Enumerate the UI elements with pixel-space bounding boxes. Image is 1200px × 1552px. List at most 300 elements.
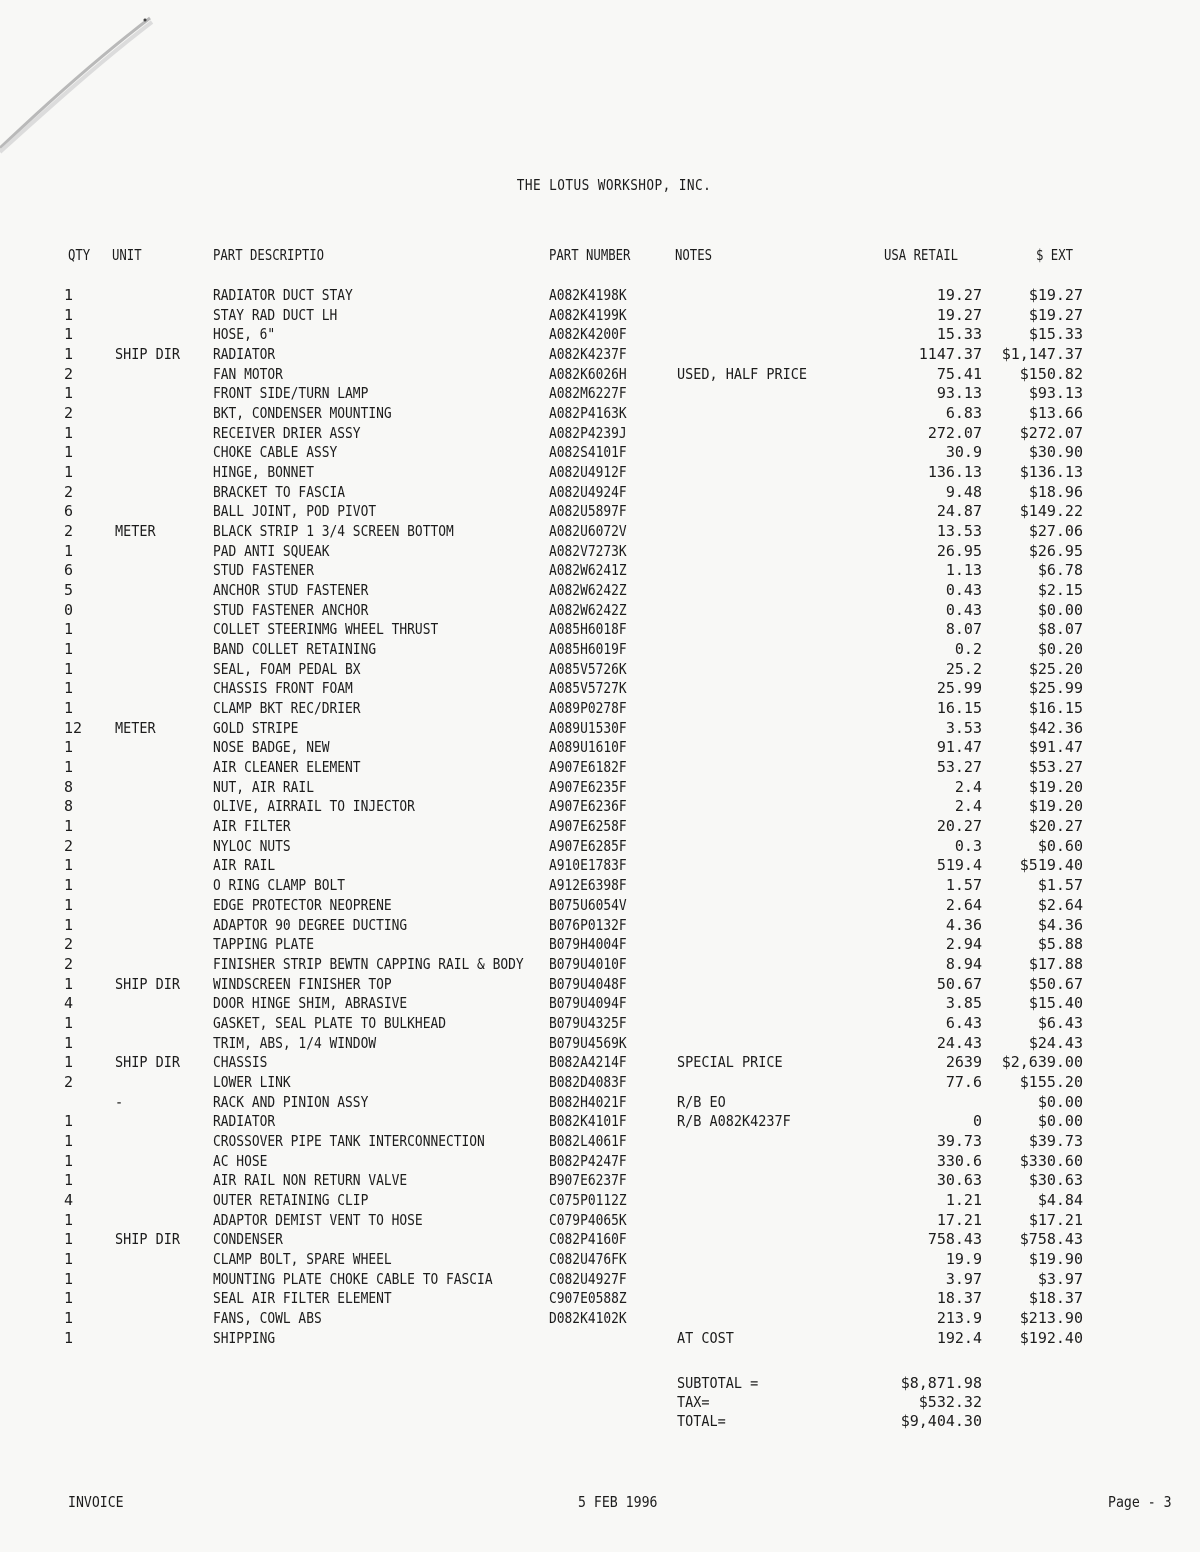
item-description: BLACK STRIP 1 3/4 SCREEN BOTTOM (213, 522, 454, 541)
item-ext: $3.97 (1037, 1269, 1083, 1288)
page-fold-mark (0, 0, 200, 160)
item-usa-retail: 4.36 (945, 915, 982, 934)
table-row (0, 443, 1200, 463)
item-usa-retail: 25.2 (945, 659, 982, 678)
item-description: AIR FILTER (213, 817, 291, 836)
item-ext: $93.13 (1028, 384, 1083, 403)
item-unit: SHIP DIR (115, 1230, 181, 1249)
line-items (0, 286, 1200, 1348)
table-row (0, 1250, 1200, 1270)
item-usa-retail: 192.4 (936, 1328, 982, 1347)
item-description: FANS, COWL ABS (213, 1308, 322, 1327)
item-usa-retail: 0.2 (954, 640, 982, 659)
item-usa-retail: 8.07 (945, 620, 982, 639)
item-part-number: A089U1530F (549, 718, 627, 737)
totals-label: TOTAL= (677, 1412, 726, 1430)
item-part-number: A082U5897F (549, 502, 627, 521)
item-usa-retail: 39.73 (936, 1131, 982, 1150)
item-notes: AT COST (677, 1328, 734, 1347)
table-row (0, 1014, 1200, 1034)
item-description: MOUNTING PLATE CHOKE CABLE TO FASCIA (213, 1269, 493, 1288)
item-ext: $5.88 (1037, 935, 1083, 954)
table-row (0, 1191, 1200, 1211)
item-part-number: A089P0278F (549, 699, 627, 718)
item-description: CONDENSER (213, 1230, 283, 1249)
item-description: LOWER LINK (213, 1072, 291, 1091)
header-usa-retail: USA RETAIL (884, 246, 959, 264)
item-ext: $39.73 (1028, 1131, 1083, 1150)
item-usa-retail: 26.95 (936, 541, 982, 560)
item-usa-retail: 30.63 (936, 1171, 982, 1190)
item-description: DOOR HINGE SHIM, ABRASIVE (213, 994, 408, 1013)
item-description: BKT, CONDENSER MOUNTING (213, 404, 392, 423)
item-description: CLAMP BOLT, SPARE WHEEL (213, 1249, 392, 1268)
item-usa-retail: 75.41 (936, 364, 982, 383)
item-usa-retail: 330.6 (936, 1151, 982, 1170)
item-qty: 6 (64, 502, 74, 521)
table-row (0, 758, 1200, 778)
item-ext: $42.36 (1028, 718, 1083, 737)
item-ext: $19.90 (1028, 1249, 1083, 1268)
item-ext: $25.99 (1028, 679, 1083, 698)
item-part-number: B082H4021F (549, 1092, 627, 1111)
item-ext: $0.00 (1037, 1112, 1083, 1131)
item-description: CLAMP BKT REC/DRIER (213, 699, 361, 718)
item-description: NUT, AIR RAIL (213, 777, 314, 796)
footer-doc-type: INVOICE (68, 1493, 124, 1511)
item-qty: 0 (64, 600, 74, 619)
item-ext: $26.95 (1028, 541, 1083, 560)
table-row (0, 1230, 1200, 1250)
table-row (0, 286, 1200, 306)
item-ext: $19.20 (1028, 797, 1083, 816)
item-description: HOSE, 6" (213, 325, 276, 344)
item-usa-retail: 272.07 (927, 423, 982, 442)
item-description: RECEIVER DRIER ASSY (213, 423, 361, 442)
item-qty: 1 (64, 541, 74, 560)
item-ext: $213.90 (1019, 1308, 1083, 1327)
table-row (0, 502, 1200, 522)
item-usa-retail: 9.48 (945, 482, 982, 501)
item-description: SEAL AIR FILTER ELEMENT (213, 1289, 392, 1308)
item-part-number: B079U4325F (549, 1013, 627, 1032)
item-qty: 1 (64, 1131, 74, 1150)
item-qty: 1 (64, 443, 74, 462)
table-row (0, 365, 1200, 385)
item-ext: $1,147.37 (1001, 345, 1083, 364)
item-notes: R/B A082K4237F (677, 1112, 791, 1131)
item-ext: $0.60 (1037, 836, 1083, 855)
item-qty: 1 (64, 1210, 74, 1229)
item-qty: 1 (64, 1328, 74, 1347)
item-qty: 2 (64, 364, 74, 383)
company-title: THE LOTUS WORKSHOP, INC. (516, 176, 712, 194)
item-part-number: A085V5727K (549, 679, 627, 698)
item-description: NYLOC NUTS (213, 836, 291, 855)
item-part-number: A912E6398F (549, 876, 627, 895)
item-description: AIR RAIL (213, 856, 276, 875)
table-row (0, 384, 1200, 404)
item-part-number: A082U4912F (549, 463, 627, 482)
totals-value: $9,404.30 (900, 1412, 982, 1430)
item-part-number: C079P4065K (549, 1210, 627, 1229)
item-qty: 1 (64, 423, 74, 442)
item-usa-retail: 0.43 (945, 581, 982, 600)
header-notes: NOTES (675, 246, 713, 264)
item-part-number: B079U4569K (549, 1033, 627, 1052)
header-ext: $ EXT (1036, 246, 1074, 264)
table-row (0, 797, 1200, 817)
item-description: GASKET, SEAL PLATE TO BULKHEAD (213, 1013, 447, 1032)
totals-value: $532.32 (918, 1393, 982, 1411)
table-row (0, 640, 1200, 660)
item-usa-retail: 2.94 (945, 935, 982, 954)
item-description: SEAL, FOAM PEDAL BX (213, 659, 361, 678)
item-part-number: C082U4927F (549, 1269, 627, 1288)
item-part-number: A082K6026H (549, 364, 627, 383)
item-qty: 1 (64, 1289, 74, 1308)
item-part-number: B079U4048F (549, 974, 627, 993)
item-qty: 1 (64, 699, 74, 718)
item-qty: 1 (64, 1249, 74, 1268)
table-row (0, 876, 1200, 896)
table-row (0, 522, 1200, 542)
item-description: RADIATOR DUCT STAY (213, 286, 353, 304)
item-usa-retail: 18.37 (936, 1289, 982, 1308)
item-qty: 5 (64, 581, 74, 600)
item-unit: SHIP DIR (115, 345, 181, 364)
item-part-number: C075P0112Z (549, 1190, 627, 1209)
item-part-number: A907E6235F (549, 777, 627, 796)
item-description: PAD ANTI SQUEAK (213, 541, 330, 560)
item-description: CROSSOVER PIPE TANK INTERCONNECTION (213, 1131, 485, 1150)
table-row (0, 1132, 1200, 1152)
item-ext: $0.20 (1037, 640, 1083, 659)
table-row (0, 424, 1200, 444)
item-usa-retail: 24.43 (936, 1033, 982, 1052)
item-qty: 1 (64, 738, 74, 757)
table-row (0, 581, 1200, 601)
item-qty: 1 (64, 325, 74, 344)
item-ext: $6.43 (1037, 1013, 1083, 1032)
item-description: FRONT SIDE/TURN LAMP (213, 384, 369, 403)
table-row (0, 404, 1200, 424)
item-usa-retail: 1.13 (945, 561, 982, 580)
item-qty: 8 (64, 777, 74, 796)
item-unit: SHIP DIR (115, 974, 181, 993)
item-ext: $6.78 (1037, 561, 1083, 580)
totals-label: TAX= (677, 1393, 710, 1411)
item-part-number: B076P0132F (549, 915, 627, 934)
table-row (0, 1112, 1200, 1132)
item-usa-retail: 8.94 (945, 954, 982, 973)
item-part-number: A082W6241Z (549, 561, 627, 580)
item-qty: 1 (64, 1053, 74, 1072)
item-qty: 1 (64, 915, 74, 934)
item-qty: 8 (64, 797, 74, 816)
item-part-number: A085H6018F (549, 620, 627, 639)
item-qty: 1 (64, 895, 74, 914)
item-ext: $25.20 (1028, 659, 1083, 678)
item-qty: 1 (64, 640, 74, 659)
item-part-number: B907E6237F (549, 1171, 627, 1190)
table-row (0, 817, 1200, 837)
item-ext: $24.43 (1028, 1033, 1083, 1052)
item-ext: $155.20 (1019, 1072, 1083, 1091)
header-description: PART DESCRIPTIO (213, 246, 325, 264)
item-part-number: B079U4094F (549, 994, 627, 1013)
item-ext: $17.88 (1028, 954, 1083, 973)
item-ext: $4.36 (1037, 915, 1083, 934)
table-row (0, 896, 1200, 916)
table-row (0, 561, 1200, 581)
item-qty: 2 (64, 954, 74, 973)
item-qty: 1 (64, 856, 74, 875)
item-notes: SPECIAL PRICE (677, 1053, 783, 1072)
item-qty: 1 (64, 817, 74, 836)
table-row (0, 1152, 1200, 1172)
item-part-number: A907E6285F (549, 836, 627, 855)
item-part-number: A085H6019F (549, 640, 627, 659)
totals-label: SUBTOTAL = (677, 1374, 759, 1392)
item-ext: $30.90 (1028, 443, 1083, 462)
item-qty: 1 (64, 305, 74, 324)
item-usa-retail: 2.4 (954, 777, 982, 796)
item-unit: METER (115, 718, 156, 737)
item-part-number: A082P4239J (549, 423, 627, 442)
item-description: OLIVE, AIRRAIL TO INJECTOR (213, 797, 415, 816)
item-usa-retail: 3.53 (945, 718, 982, 737)
item-part-number: B082K4101F (549, 1112, 627, 1131)
table-row (0, 837, 1200, 857)
item-qty: 1 (64, 758, 74, 777)
item-part-number: A082M6227F (549, 384, 627, 403)
item-qty: 1 (64, 1151, 74, 1170)
item-description: ANCHOR STUD FASTENER (213, 581, 369, 600)
item-qty: 4 (64, 1190, 74, 1209)
item-qty: 2 (64, 1072, 74, 1091)
table-row (0, 935, 1200, 955)
item-part-number: B082A4214F (549, 1053, 627, 1072)
item-part-number: A082K4199K (549, 305, 627, 324)
item-qty: 1 (64, 1230, 74, 1249)
table-row (0, 699, 1200, 719)
item-ext: $18.96 (1028, 482, 1083, 501)
item-usa-retail: 758.43 (927, 1230, 982, 1249)
table-row (0, 1270, 1200, 1290)
table-row (0, 601, 1200, 621)
item-usa-retail: 2639 (945, 1053, 982, 1072)
item-description: NOSE BADGE, NEW (213, 738, 330, 757)
item-description: CHASSIS (213, 1053, 268, 1072)
item-ext: $19.27 (1028, 305, 1083, 324)
item-ext: $0.00 (1037, 600, 1083, 619)
item-qty: 1 (64, 679, 74, 698)
table-row (0, 1329, 1200, 1349)
item-usa-retail: 93.13 (936, 384, 982, 403)
item-unit: - (115, 1092, 124, 1111)
item-ext: $50.67 (1028, 974, 1083, 993)
item-part-number: C082P4160F (549, 1230, 627, 1249)
item-usa-retail: 0.43 (945, 600, 982, 619)
item-unit: METER (115, 522, 156, 541)
item-ext: $53.27 (1028, 758, 1083, 777)
item-ext: $19.27 (1028, 286, 1083, 304)
item-usa-retail: 1147.37 (918, 345, 982, 364)
item-usa-retail: 50.67 (936, 974, 982, 993)
item-qty: 2 (64, 836, 74, 855)
item-description: RADIATOR (213, 1112, 276, 1131)
item-ext: $758.43 (1019, 1230, 1083, 1249)
item-part-number: B082L4061F (549, 1131, 627, 1150)
table-row (0, 1211, 1200, 1231)
table-row (0, 778, 1200, 798)
table-row (0, 325, 1200, 345)
item-usa-retail: 3.97 (945, 1269, 982, 1288)
table-row (0, 1093, 1200, 1113)
item-usa-retail: 6.43 (945, 1013, 982, 1032)
item-ext: $16.15 (1028, 699, 1083, 718)
item-ext: $91.47 (1028, 738, 1083, 757)
table-row (0, 1289, 1200, 1309)
item-ext: $2.15 (1037, 581, 1083, 600)
item-part-number: B079U4010F (549, 954, 627, 973)
item-ext: $136.13 (1019, 463, 1083, 482)
item-ext: $18.37 (1028, 1289, 1083, 1308)
item-qty: 1 (64, 1269, 74, 1288)
item-usa-retail: 25.99 (936, 679, 982, 698)
item-description: EDGE PROTECTOR NEOPRENE (213, 895, 392, 914)
item-description: COLLET STEERINMG WHEEL THRUST (213, 620, 439, 639)
item-part-number: A907E6182F (549, 758, 627, 777)
item-qty: 1 (64, 463, 74, 482)
item-ext: $17.21 (1028, 1210, 1083, 1229)
table-row (0, 542, 1200, 562)
totals-block (0, 1374, 1200, 1431)
item-usa-retail: 15.33 (936, 325, 982, 344)
item-qty: 1 (64, 384, 74, 403)
item-ext: $27.06 (1028, 522, 1083, 541)
item-usa-retail: 3.85 (945, 994, 982, 1013)
table-row (0, 738, 1200, 758)
item-ext: $30.63 (1028, 1171, 1083, 1190)
table-row (0, 483, 1200, 503)
item-ext: $1.57 (1037, 876, 1083, 895)
item-description: BAND COLLET RETAINING (213, 640, 377, 659)
item-part-number: A082P4163K (549, 404, 627, 423)
header-part-number: PART NUMBER (549, 246, 631, 264)
item-qty: 1 (64, 620, 74, 639)
table-row (0, 994, 1200, 1014)
item-ext: $19.20 (1028, 777, 1083, 796)
item-qty: 1 (64, 286, 74, 304)
item-description: ADAPTOR DEMIST VENT TO HOSE (213, 1210, 423, 1229)
item-usa-retail: 19.27 (936, 305, 982, 324)
item-part-number: A082K4198K (549, 286, 627, 304)
item-description: RADIATOR (213, 345, 276, 364)
item-qty: 1 (64, 1171, 74, 1190)
item-ext: $8.07 (1037, 620, 1083, 639)
item-qty: 2 (64, 522, 74, 541)
item-description: STUD FASTENER ANCHOR (213, 600, 369, 619)
table-row (0, 345, 1200, 365)
item-ext: $15.40 (1028, 994, 1083, 1013)
item-usa-retail: 0.3 (954, 836, 982, 855)
item-ext: $2.64 (1037, 895, 1083, 914)
item-part-number: C082U476FK (549, 1249, 627, 1268)
item-qty: 2 (64, 482, 74, 501)
item-description: HINGE, BONNET (213, 463, 314, 482)
item-ext: $0.00 (1037, 1092, 1083, 1111)
item-part-number: A082U6072V (549, 522, 627, 541)
item-part-number: C907E0588Z (549, 1289, 627, 1308)
table-row (0, 620, 1200, 640)
item-part-number: A907E6236F (549, 797, 627, 816)
footer-date: 5 FEB 1996 (578, 1493, 658, 1511)
table-row (0, 955, 1200, 975)
item-description: CHOKE CABLE ASSY (213, 443, 338, 462)
header-qty: QTY (68, 246, 91, 264)
table-row (0, 1053, 1200, 1073)
item-description: BRACKET TO FASCIA (213, 482, 346, 501)
item-part-number: D082K4102K (549, 1308, 627, 1327)
item-usa-retail: 20.27 (936, 817, 982, 836)
item-qty: 2 (64, 935, 74, 954)
item-ext: $150.82 (1019, 364, 1083, 383)
item-part-number: A082V7273K (549, 541, 627, 560)
table-row (0, 916, 1200, 936)
table-row (0, 1073, 1200, 1093)
item-description: FINISHER STRIP BEWTN CAPPING RAIL & BODY (213, 954, 524, 973)
table-row (0, 1171, 1200, 1191)
item-description: ADAPTOR 90 DEGREE DUCTING (213, 915, 408, 934)
item-description: FAN MOTOR (213, 364, 283, 383)
item-usa-retail: 13.53 (936, 522, 982, 541)
item-description: AC HOSE (213, 1151, 268, 1170)
item-description: TAPPING PLATE (213, 935, 314, 954)
table-row (0, 660, 1200, 680)
item-usa-retail: 1.21 (945, 1190, 982, 1209)
item-description: AIR RAIL NON RETURN VALVE (213, 1171, 408, 1190)
item-ext: $2,639.00 (1001, 1053, 1083, 1072)
table-row (0, 975, 1200, 995)
footer-page-number: Page - 3 (1108, 1493, 1172, 1511)
table-row (0, 1309, 1200, 1329)
totals-row (0, 1412, 1200, 1431)
item-qty: 1 (64, 1112, 74, 1131)
item-ext: $149.22 (1019, 502, 1083, 521)
item-part-number: B075U6054V (549, 895, 627, 914)
item-part-number: A089U1610F (549, 738, 627, 757)
item-part-number: A082U4924F (549, 482, 627, 501)
totals-row (0, 1393, 1200, 1412)
item-usa-retail: 16.15 (936, 699, 982, 718)
item-ext: $519.40 (1019, 856, 1083, 875)
item-part-number: A082W6242Z (549, 600, 627, 619)
item-ext: $330.60 (1019, 1151, 1083, 1170)
item-usa-retail: 91.47 (936, 738, 982, 757)
item-usa-retail: 30.9 (945, 443, 982, 462)
item-usa-retail: 2.4 (954, 797, 982, 816)
item-usa-retail: 19.9 (945, 1249, 982, 1268)
item-description: GOLD STRIPE (213, 718, 299, 737)
item-usa-retail: 6.83 (945, 404, 982, 423)
item-qty: 1 (64, 659, 74, 678)
item-usa-retail: 24.87 (936, 502, 982, 521)
item-usa-retail: 53.27 (936, 758, 982, 777)
table-row (0, 463, 1200, 483)
totals-value: $8,871.98 (900, 1374, 982, 1392)
